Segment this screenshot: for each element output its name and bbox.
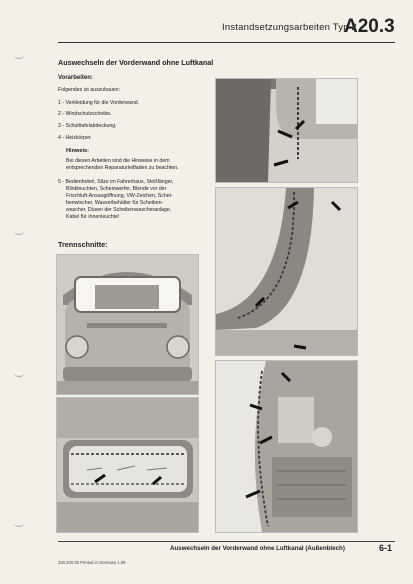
print-imprint: 320.200.00 Printed in Germany 1.69 — [58, 560, 126, 565]
punch-hole — [14, 228, 24, 235]
prep-item-5: Blinkleuchten, Scheinwerfer, Blende vor der — [66, 186, 167, 192]
note-heading: Hinweis: — [66, 148, 90, 154]
photo-pillar-top — [215, 78, 358, 183]
prep-item-5: Frischluft-Ansaugöffnung, VW-Zeichen, Schei- — [66, 193, 173, 199]
note-line: Bei diesen Arbeiten sind die Hinweise in dem — [66, 158, 170, 164]
prep-item: 1 - Verkleidung für die Vorderwand. — [58, 100, 140, 106]
prep-item: 2 - Windschutzscheibe. — [58, 111, 112, 117]
punch-hole — [14, 520, 24, 527]
footer-rule — [58, 541, 395, 542]
punch-hole — [14, 52, 24, 59]
note-line: entsprechenden Reparaturleitfaden zu beachten. — [66, 165, 179, 171]
punch-hole — [14, 370, 24, 377]
prep-item-5: 5 - Bedienhebel, Sitze im Fahrerhaus, Stoßfänger, — [58, 179, 174, 185]
photo-dashboard-cut — [56, 397, 199, 533]
prep-item-5: wascher, Düsen der Scheibenwascheranlage, — [66, 207, 172, 213]
prep-item: 3 - Schalttafelabdeckung. — [58, 123, 117, 129]
photo-van-front — [56, 254, 199, 395]
prep-heading: Vorarbeiten: — [58, 75, 93, 81]
footer-caption: Auswechseln der Vorderwand ohne Luftkanal (Außenblech) — [170, 545, 345, 552]
photo-footwell — [215, 360, 358, 533]
prep-intro: Folgendes ist auszubauen: — [58, 87, 121, 93]
photo-pillar-side — [215, 187, 358, 356]
prep-item-5: Kabel für Innenleuchte! — [66, 214, 120, 220]
prep-item-5: benwischer, Wasserbehälter für Scheiben- — [66, 200, 164, 206]
header-rule — [58, 42, 395, 43]
running-title: Instandsetzungsarbeiten Typ 2 — [222, 22, 358, 33]
cuts-heading: Trennschnitte: — [58, 240, 108, 249]
page-number: 6-1 — [379, 543, 393, 553]
section-code: A20.3 — [344, 16, 395, 37]
prep-item: 4 - Heizkörper. — [58, 135, 92, 141]
section-title: Auswechseln der Vorderwand ohne Luftkanal — [58, 58, 214, 67]
